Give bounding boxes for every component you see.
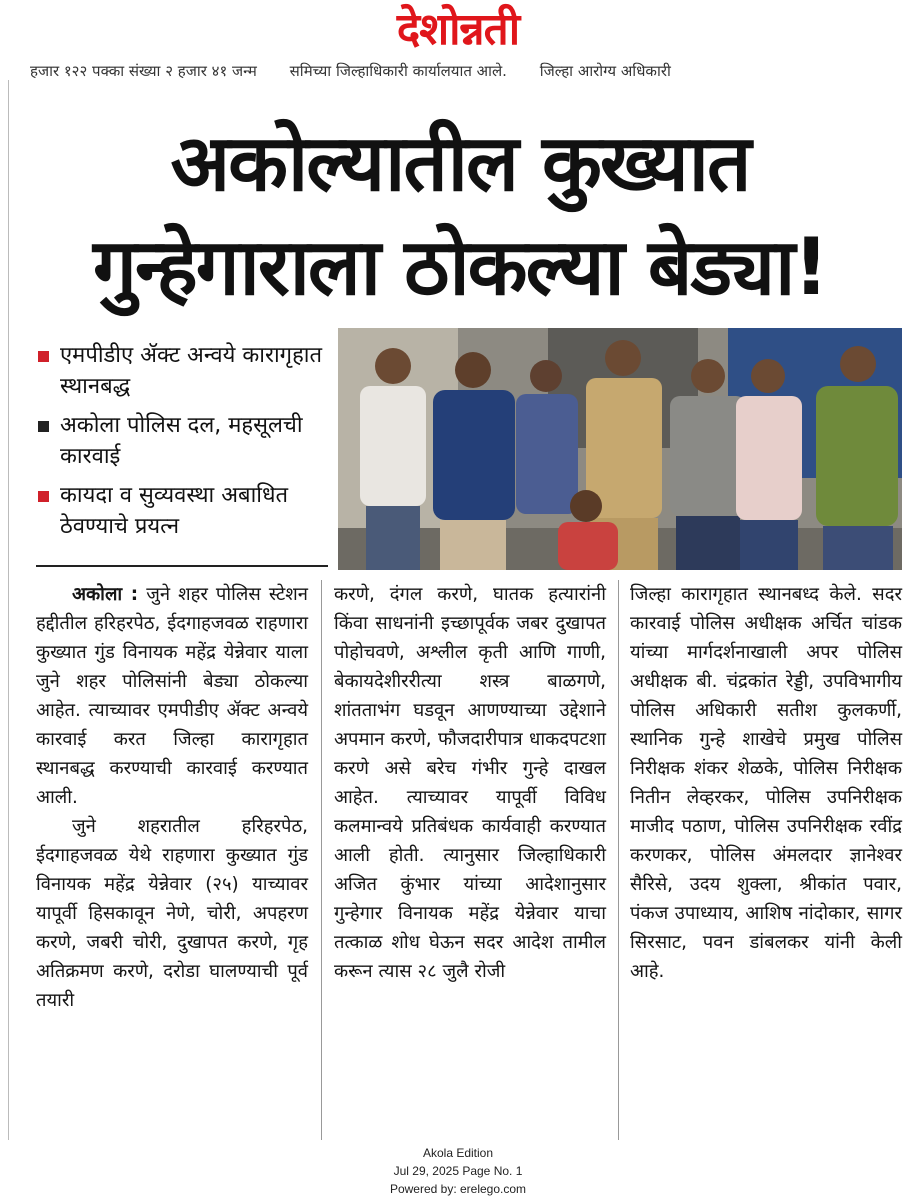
square-bullet-icon <box>38 351 49 362</box>
article-column-1 <box>36 580 308 1015</box>
bullet-text: अकोला पोलिस दल, महसूलची कारवाई <box>60 413 303 469</box>
news-photo <box>338 328 902 570</box>
headline <box>20 112 900 320</box>
bullet-item <box>36 340 326 402</box>
square-bullet-icon <box>38 491 49 502</box>
edition-label: Akola Edition <box>422 1146 494 1160</box>
masthead-logo: देशोन्नती <box>396 4 520 55</box>
bullet-item <box>36 480 326 542</box>
date-page-label: Jul 29, 2025 Page No. 1 <box>393 1164 523 1178</box>
headline-line-2: गुन्हेगाराला ठोकल्या बेड्या! <box>93 223 827 313</box>
bullets-divider <box>36 565 328 567</box>
group-photo-illustration <box>338 328 902 570</box>
bullet-text: कायदा व सुव्यवस्था अबाधित ठेवण्याचे प्रयत्न <box>60 483 289 539</box>
dateline: अकोला : <box>72 584 139 605</box>
article-body <box>36 580 904 1140</box>
article-paragraph: जुने शहरातील हरिहरपेठ, ईदगाहजवळ येथे राहणारा कुख्यात गुंड विनायक महेंद्र येन्नेवार (२५) याच्यावर यापूर्वी हिसकावून नेणे, चोरी, अपहरण करणे, जबरी चोरी, दुखापत करणे, गृह अतिक्रमण करणे, दरोडा घालण्याची पूर्व तयारी <box>36 816 308 1011</box>
page-footer <box>0 1144 916 1198</box>
highlight-bullets <box>36 340 326 550</box>
previous-article-cutline <box>30 60 916 82</box>
column-divider <box>321 580 322 1140</box>
page-left-border <box>8 80 9 1140</box>
article-column-2 <box>334 580 606 986</box>
bullet-item <box>36 410 326 472</box>
masthead <box>0 0 916 62</box>
cutline-text: हजार १२२ पक्का संख्या २ हजार ४१ जन्म <box>30 62 257 80</box>
square-bullet-icon <box>38 421 49 432</box>
paragraph-text: जुने शहर पोलिस स्टेशन हद्दीतील हरिहरपेठ, ईदगाहजवळ राहणारा कुख्यात गुंड विनायक महेंद्र येन्नेवार याला जुने शहर पोलिसांनी बेड्या ठोकल्या आहेत. त्याच्यावर एमपीडीए ॲक्ट अन्वये कारवाई करत जिल्हा कारागृहात स्थानबद्ध करण्याची कारवाई करण्यात आली. <box>36 584 308 808</box>
article-paragraph: करणे, दंगल करणे, घातक हत्यारांनी किंवा साधनांनी इच्छापूर्वक जबर दुखापत पोहोचवणे, अश्लील कृती आणि गाणी, बेकायदेशीररीत्या शस्त्र बाळगणे, शांतताभंग घडवून आणण्याच्या उद्देशाने अपमान करणे, फौजदारीपात्र धाकदपटशा करणे असे बरेच गंभीर गुन्हे दाखल आहेत. त्याच्यावर यापूर्वी विविध कलमान्वये प्रतिबंधक कार्यवाही करण्यात आली होती. त्यानुसार जिल्हाधिकारी अजित कुंभार यांच्या आदेशानुसार गुन्हेगार विनायक महेंद्र येन्नेवार याचा तत्काळ शोध घेऊन सदर आदेश तामील करून त्यास २८ जुलै रोजी <box>334 584 606 982</box>
cutline-text: जिल्हा आरोग्य अधिकारी <box>539 62 671 80</box>
article-column-3 <box>630 580 902 986</box>
powered-by-label: Powered by: erelego.com <box>389 1182 527 1196</box>
article-paragraph: जिल्हा कारागृहात स्थानबध्द केले. सदर कारवाई पोलिस अधीक्षक अर्चित चांडक यांच्या मार्गदर्शनाखाली अपर पोलिस अधीक्षक बी. चंद्रकांत रेड्डी, उपविभागीय पोलिस अधिकारी सतीश कुलकर्णी, स्थानिक गुन्हे शाखेचे प्रमुख पोलिस निरीक्षक शंकर शेळके, पोलिस निरीक्षक नितीन लेव्हरकर, पोलिस उपनिरीक्षक माजीद पठाण, पोलिस उपनिरीक्षक रवींद्र करणकर, पोलिस अंमलदार ज्ञानेश्वर सैरिसे, उदय शुक्ला, श्रीकांत पवार, पंकज उपाध्याय, आशिष नांदोकार, सागर सिरसाट, पवन डांबलकर यांनी केली आहे. <box>630 584 902 982</box>
column-divider <box>618 580 619 1140</box>
cutline-text: समिच्या जिल्हाधिकारी कार्यालयात आले. <box>289 62 507 80</box>
article-paragraph <box>36 580 308 812</box>
bullet-text: एमपीडीए ॲक्ट अन्वये कारागृहात स्थानबद्ध <box>60 343 322 399</box>
headline-line-1: अकोल्यातील कुख्यात <box>170 119 750 209</box>
